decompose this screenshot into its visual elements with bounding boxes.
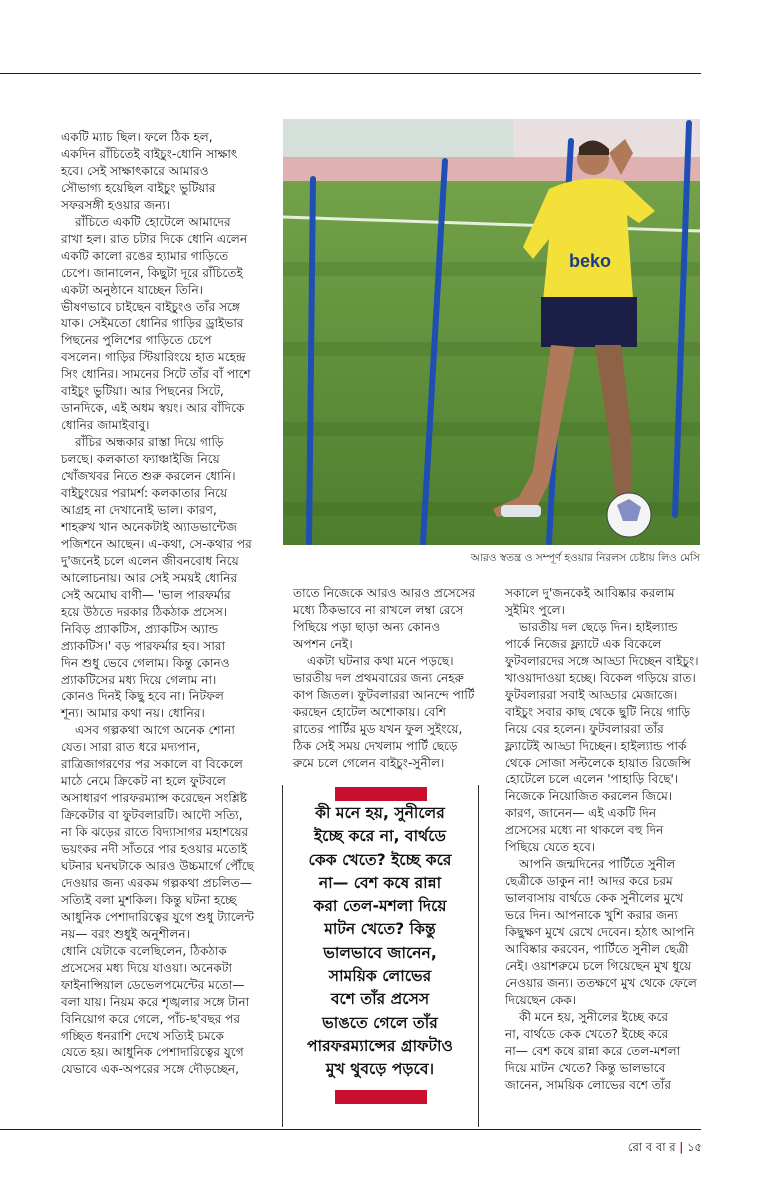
text-line: যেভাবে এক-অপরের সঙ্গে দৌড়চ্ছেন, [61, 1062, 239, 1077]
text-line: একদিন রাঁচিতেই বাইচুং-ধোনি সাক্ষাৎ [61, 146, 238, 161]
pullquote-line: ভাঙতে গেলে তাঁর [322, 1013, 438, 1032]
pullquote-line: সাময়িক লোভের [328, 967, 432, 986]
text-line: দেওয়ার জন্য এরকম গল্পকথা প্রচলিত— [61, 875, 252, 890]
pullquote-line: পারফরম্যান্সের গ্রাফটাও [307, 1036, 453, 1055]
text-line: রাতের পার্টির মুড যখন ফুল সুইংয়ে, [293, 721, 463, 736]
text-line: বিনিয়োগ করে গেলে, পাঁচ-ছ'বছর পর [61, 1011, 241, 1026]
text-line: খোঁজখবর নিতে শুরু করলেন ধোনি। [61, 469, 236, 484]
text-line: ফ্ল্যাটেই আড্ডা দিচ্ছেন। হাইল্যান্ড পার্ক [505, 738, 687, 753]
text-line: রাঁচির অন্ধকার রাস্তা দিয়ে গাড়ি [75, 435, 224, 450]
text-line: প্র্যাকটিস।' বড় পারফর্মার হব। সারা [61, 638, 226, 653]
text-line: পিছিয়ে পড়া ছাড়া অন্য কোনও [293, 619, 441, 634]
text-line: না কি ঝড়ের রাতে বিদ্যাসাগর মহাশয়ের [61, 825, 249, 840]
pull-quote [290, 802, 470, 1082]
top-rule [0, 73, 701, 74]
text-line: সত্যিই বলা মুশকিল। কিন্তু ঘটনা হচ্ছে [61, 892, 237, 907]
text-line: ক্রিকেটার বা ফুটবলারটি। আদৌ সত্যি, [61, 808, 243, 823]
text-line: একটা অনুষ্ঠানে যাচ্ছেন তিনি। [61, 282, 203, 297]
text-line: কোনও দিনই কিছু হবে না। নিটফল [61, 689, 224, 704]
text-line: একটা ঘটনার কথা মনে পড়ছে। [307, 653, 454, 668]
text-line: পিছনের পুলিশের গাড়িতে চেপে [61, 333, 212, 348]
pullquote-line: কী মনে হয়, সুনীলের [315, 804, 445, 822]
text-line: না— বেশ কষে রান্না করে তেল-মশলা [505, 1043, 681, 1058]
text-line: মধ্যে ঠিকভাবে না রাখলে লম্বা রেসে [293, 602, 464, 617]
text-line: সফরসঙ্গী হওয়ার জন্য। [61, 197, 171, 212]
text-line: দু'জনেই চলে এলেন জীবনবোধ নিয়ে [61, 553, 239, 568]
bottom-rule [0, 1129, 701, 1130]
text-line: ভীষণভাবে চাইছেন বাইচুংও তাঁর সঙ্গে [61, 299, 240, 314]
text-line: আলোচনায়। আর সেই সময়ই ধোনির [61, 570, 238, 585]
text-line: রাত্রিজাগরণের পর সকালে বা বিকেলে [61, 757, 243, 772]
text-line: নিয়ে বের হলেন। ফুটবলাররা তাঁর [505, 721, 664, 736]
text-line: বসলেন। গাড়ির স্টিয়ারিংয়ে হাত মহেন্দ্র [61, 350, 246, 365]
text-line: বাইচুং ভুটিয়া। আর পিছনের সিটে, [61, 384, 224, 399]
text-line: হোটেলে চলে এলেন 'পাহাড়ি বিছে'। [505, 772, 679, 787]
text-line: সুইমিং পুলে। [505, 602, 565, 617]
text-line: নেওয়ার জন্য। ততক্ষণে মুখ থেকে ফেলে [505, 975, 697, 990]
text-line: একটি ম্যাচ ছিল। ফলে ঠিক হল, [61, 130, 213, 144]
text-line: দিয়ে মাটন খেতে? কিন্তু ভালভাবে [505, 1060, 666, 1075]
text-line: প্রসেসের মধ্য দিয়ে যাওয়া। অনেকটা [61, 960, 232, 975]
pullquote-line: করা তেল-মশলা দিয়ে [313, 897, 447, 916]
text-line: রাখা হল। রাত চটার দিকে ধোনি এলেন [61, 231, 248, 246]
pullquote-line: বশে তাঁর প্রসেস [330, 990, 430, 1009]
text-line: নয়— বরং শুধুই অনুশীলন। [61, 926, 190, 941]
text-line: ভালবাসায় বার্থডে কেক সুনীলের মুখে [505, 891, 684, 906]
photo-messi-training [283, 119, 700, 545]
text-line: প্রসেসের মধ্যে না থাকলে বহু দিন [505, 823, 664, 838]
text-line: থেকে সোজা সল্টলেকে হায়াত রিজেন্সি [505, 755, 691, 770]
text-line: সকালে দু'জনকেই আবিষ্কার করলাম [505, 586, 675, 600]
text-line: কী মনে হয়, সুনীলের ইচ্ছে করে [519, 1009, 669, 1024]
text-line: গচ্ছিত ধনরাশি দেখে সত্যিই চমকে [61, 1028, 225, 1043]
text-line: পজিশনে আছেন। এ-কথা, সে-কথার পর [61, 536, 252, 551]
text-line: মাঠে নেমে ক্রিকেট না হলে ফুটবলে [61, 774, 226, 789]
magazine-name: রো ব বা র [627, 1140, 676, 1154]
text-line: সিং ধোনির। সামনের সিটে তাঁর বাঁ পাশে [61, 367, 251, 382]
text-line: দিন শুধু ভেবে গেলাম। কিন্তু কোনও [61, 655, 230, 670]
text-line: চেপে। জানালেন, কিছুটা দূরে রাঁচিতেই [61, 265, 243, 280]
pullquote-line: না— বেশ কষে রান্না [318, 873, 442, 892]
text-line: আপনি জন্মদিনের পার্টিতে সুনীল [519, 857, 676, 872]
article-column-1 [61, 129, 273, 1078]
page-number: ১৫ [687, 1140, 702, 1154]
text-line: ফুটবলারদের সঙ্গে আড্ডা দিচ্ছেন বাইচুং। [505, 653, 699, 668]
text-line: যেতে হয়। আধুনিক পেশাদারিত্বের যুগে [61, 1045, 244, 1060]
text-line: তাতে নিজেকে আরও আরও প্রসেসের [293, 586, 476, 600]
pullquote-line: মাটন খেতে? কিন্তু [324, 920, 436, 939]
text-line: ধোনির জামাইবাবু। [61, 418, 150, 433]
text-line: শূন্য। আমার কথা নয়। ধোনির। [61, 706, 205, 721]
text-line: ঘটনার ঘনঘটাকে আরও উচ্চমার্গে পৌঁছে [61, 858, 254, 873]
text-line: ভারতীয় দল প্রথমবারের জন্য নেহরু [293, 670, 464, 685]
text-line: ছেত্রীকে ডাকুন না! আদর করে চরম [505, 874, 673, 889]
photo-illustration [283, 119, 700, 545]
text-line: করছেন হোটেল অশোকায়। বেশি [293, 704, 446, 719]
footer-separator: | [679, 1140, 684, 1154]
text-line: পিছিয়ে যেতে হবে। [505, 840, 596, 855]
text-line: শাহরুখ খান অনেকটাই অ্যাডভান্টেজ [61, 519, 237, 534]
text-line: চলছে। কলকাতা ফ্যাঞ্চাইজি নিয়ে [61, 452, 220, 467]
pullquote-line: মুখ থুবড়ে পড়বে। [325, 1060, 435, 1079]
text-line: ফুটবলাররা সবাই আড্ডার মেজাজে। [505, 687, 678, 702]
text-line: আবিষ্কার করবেন, পার্টিতে সুনীল ছেত্রী [505, 942, 689, 957]
text-line: ঠিক সেই সময় দেখলাম পার্টি ছেড়ে [293, 738, 458, 753]
pullquote-line: ইচ্ছে করে না, বার্থডে [314, 827, 446, 846]
text-line: এসব গল্পকথা আগে অনেক শোনা [75, 723, 235, 738]
text-line: একটি কালো রঙের হ্যামার গাড়িতে [61, 248, 229, 263]
text-line: অপশন নেই। [293, 636, 353, 651]
text-line: বলা যায়। নিয়ম করে শৃঙ্খলার সঙ্গে টানা [61, 994, 250, 1009]
text-line: ফাইনান্সিয়াল ডেভেলপমেন্টের মতো— [61, 977, 245, 992]
text-line: হবে। সেই সাক্ষাৎকারে আমারও [61, 163, 209, 178]
pullquote-line: কেক খেতে? ইচ্ছে করে [308, 850, 452, 869]
article-column-3 [505, 585, 705, 1094]
text-line: না, বার্থডে কেক খেতে? ইচ্ছে করে [505, 1026, 669, 1041]
column-divider-left [282, 785, 283, 1127]
text-line: দিয়েছেন কেক। [505, 992, 577, 1007]
text-line: ভারতীয় দল ছেড়ে দিন। হাইল্যান্ড [519, 619, 678, 634]
text-line: যাক। সেইমতো ধোনির গাড়ির ড্রাইভার [61, 316, 244, 331]
text-line: অসাধারণ পারফরম্যান্স করেছেন সংশ্লিষ্ট [61, 791, 248, 806]
text-line: খাওয়াদাওয়া হচ্ছে। বিকেল গড়িয়ে রাত। [505, 670, 696, 685]
text-line: হয়ে উঠতে দরকার ঠিকঠাক প্রসেস। [61, 604, 228, 619]
text-line: বাইচুং সবার কাছ থেকে ছুটি নিয়ে গাড়ি [505, 704, 691, 719]
photo-caption: আরও স্বতন্ত্র ও সম্পূর্ণ হওয়ার নিরলস চেষ্টায় লিও মেসি [470, 552, 700, 564]
text-line: প্র্যাকটিসের মধ্য দিয়ে গেলাম না। [61, 672, 217, 687]
text-line: আধুনিক পেশাদারিত্বের যুগে শুধু ট্যালেন্ট [61, 909, 255, 924]
pullquote-line: ভালভাবে জানেন, [323, 943, 437, 962]
text-line: ডানদিকে, এই অধম স্বয়ং। আর বাঁদিকে [61, 401, 245, 416]
text-line: ভরে দিন। আপনাকে খুশি করার জন্য [505, 908, 678, 923]
text-line: পার্কে নিজের ফ্ল্যাটে এক বিকেলে [505, 636, 662, 651]
text-line: বাইচুংয়ের পরামর্শ: কলকাতার নিয়ে [61, 486, 228, 501]
jersey-sponsor-text: beko [569, 251, 612, 271]
pullquote-top-bar [335, 787, 427, 801]
text-line: ভয়ংকর নদী সাঁতরে পার হওয়ার মতোই [61, 842, 248, 857]
page-footer [628, 1139, 702, 1158]
text-line: নিবিড় প্র্যাকটিস, প্র্যাকটিস অ্যান্ড [61, 621, 219, 636]
text-line: কিছুক্ষণ মুখে রেখে দেবেন। হঠাৎ আপনি [505, 925, 695, 940]
text-line: নেই। ওয়াশরুমে চলে গিয়েছেন মুখ ধুয়ে [505, 958, 692, 973]
text-line: নিজেকে নিয়োজিত করলেন জিমে। [505, 789, 673, 804]
text-line: ধোনি যেটাকে বলেছিলেন, ঠিকঠাক [61, 943, 227, 958]
text-line: রাঁচিতে একটি হোটেলে আমাদের [75, 214, 231, 229]
text-line: কাপ জিতল। ফুটবলাররা আনন্দে পার্টি [293, 687, 475, 702]
text-line: কারণ, জানেন— এই একটি দিন [505, 806, 657, 821]
text-line: রুমে চলে গেলেন বাইচুং-সুনীল। [293, 755, 445, 770]
column-divider-right [478, 785, 479, 1127]
text-line: যেত। সারা রাত ধরে মদ্যপান, [61, 740, 201, 755]
text-line: জানেন, সাময়িক লোভের বশে তাঁর [505, 1077, 672, 1092]
text-line: আগ্রহ না দেখানোই ভাল। কারণ, [61, 502, 217, 517]
text-line: সেই অমোঘ বাণী— 'ভাল পারফর্মার [61, 587, 231, 602]
text-line: সৌভাগ্য হয়েছিল বাইচুং ভুটিয়ার [61, 180, 216, 195]
article-column-2 [293, 585, 476, 771]
pullquote-bottom-bar [335, 1090, 427, 1104]
